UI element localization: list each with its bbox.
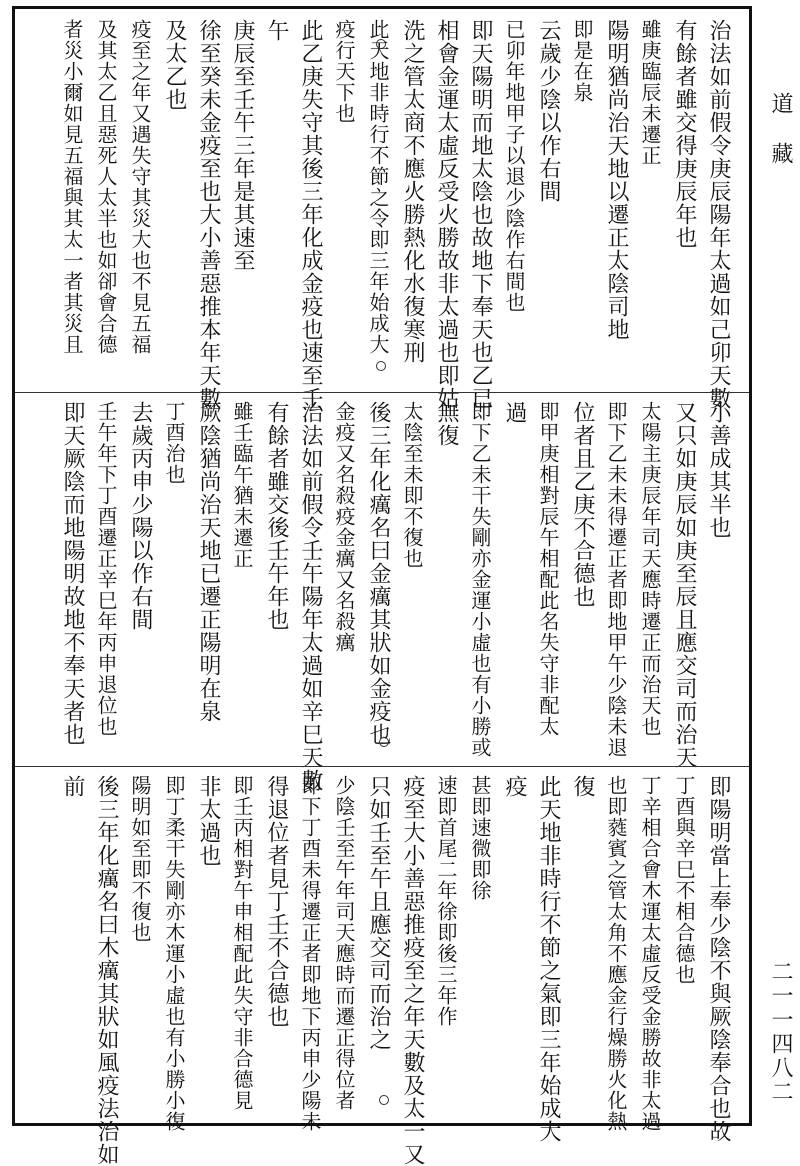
text-column: 即天厥陰而地陽明故地不奉天者也 [60, 401, 85, 746]
text-column: 有餘者雖交得庚辰年也 [672, 19, 697, 249]
text-column: 後三年化癘名曰木癘其狀如風疫法治如 [94, 775, 119, 1166]
text-column: 雖壬臨午猶未遷正 [230, 401, 254, 569]
text-column: 此天地非時行不節之令即三年始成大 [366, 19, 390, 355]
text-column: 即下乙未干失剛亦金運小虛也有小勝或 [468, 401, 492, 758]
text-column: 疫至之年又遇失守其災大也不見五福 [128, 19, 152, 355]
text-column: 已卯年地甲子以退少陰作右間也 [502, 19, 526, 313]
text-column: 疫至大小善惡推疫至之年天數及太一又 [400, 775, 425, 1166]
text-column: 庚辰至壬午三年是其速至 [230, 19, 255, 272]
text-column: 壬午年下丁酉遷正辛巳年丙申退位也 [94, 401, 118, 737]
text-column: 即下丁酉未得遷正者即地下丙申少陽未 [298, 775, 322, 1132]
text-column: 陽明如至即不復也 [128, 775, 152, 943]
text-column: 少陰壬至午年司天應時而遷正得位者 [332, 775, 356, 1111]
text-column: 徐至癸未金疫至也大小善惡推本年天數 [196, 19, 221, 410]
text-column: 又只如庚辰如庚至辰且應交司而治天 [672, 401, 697, 769]
text-column: 即是在泉 [570, 19, 594, 103]
text-column: 小善成其半也 [706, 401, 731, 539]
text-column: 也即蕤賓之管太角不應金行燥勝火化熱 [604, 775, 628, 1132]
text-column: 即陽明當上奉少陰不與厥陰奉合也故 [706, 775, 731, 1143]
text-panel-bottom [15, 775, 749, 1166]
text-column: 金疫又名殺疫金癘又名殺癘 [332, 401, 356, 653]
text-column: 即壬丙相對午申相配此失守非合德見 [230, 775, 254, 1111]
text-column: 得退位者見丁壬不合德也 [264, 775, 289, 1028]
collection-title: 道藏 [768, 92, 793, 192]
text-column: 速即首尾二年徐即後三年作 [434, 775, 458, 1027]
panel-divider [15, 392, 749, 393]
text-column: 非太過也 [196, 775, 221, 867]
punctuation-circle [379, 737, 389, 747]
text-column: 厥陰猶尚治天地已遷正陽明在泉 [196, 401, 221, 723]
text-column: 此乙庚失守其後三年化成金疫也速至壬 [298, 19, 323, 410]
page-frame [12, 6, 752, 1166]
text-column: 洗之管太商不應火勝熱化水復寒刑 [400, 19, 425, 364]
text-column: 及太乙也 [162, 19, 187, 111]
text-column: 即丁柔干失剛亦木運小虛也有小勝小復 [162, 775, 186, 1132]
text-column: 丁酉治也 [162, 401, 186, 485]
text-column: 丁辛相合會木運太虛反受金勝故非太過 [638, 775, 662, 1132]
text-column: 後三年化癘名曰金癘其狀如金疫也 [366, 401, 391, 746]
text-column: 即天陽明而地太陰也故地下奉天也乙已 [468, 19, 493, 410]
punctuation-circle [376, 361, 386, 371]
text-column: 相會金運太虛反受火勝故非太過也即姑 [434, 19, 459, 410]
text-column: 者災小爾如見五福與其太一者其災且 [60, 19, 84, 355]
text-column: 云歲少陰以作右間 [536, 19, 561, 203]
text-column: 陽明猶尚治天地以遷正太陰司地 [604, 19, 629, 341]
text-column: 疫 [502, 775, 527, 798]
text-panel-top [15, 19, 749, 410]
text-column: 及其太乙且惡死人太半也如卻會合德 [94, 19, 118, 355]
text-column: 治法如前假令壬午陽年太過如辛巳天數 [298, 401, 323, 792]
text-column: 治法如前假令庚辰陽年太過如己卯天數 [706, 19, 731, 410]
text-column: 丁酉與辛巳不相合德也 [672, 775, 696, 985]
text-panel-middle [15, 401, 749, 792]
punctuation-circle [376, 39, 386, 49]
text-column: 過 [502, 401, 527, 424]
text-column: 疫行天下也 [332, 19, 356, 124]
text-column: 雖庚臨辰未遷正 [638, 19, 662, 166]
text-column: 太陽主庚辰年司天應時遷正而治天也 [638, 401, 662, 737]
page-number: 二一一四八二 [768, 960, 793, 1104]
text-column: 只如壬至午且應交司而治之 [366, 775, 391, 1051]
text-column: 無復 [434, 401, 459, 447]
text-column: 位者且乙庚不合德也 [570, 401, 595, 608]
text-column: 前 [60, 775, 85, 798]
text-column: 去歲丙申少陽以作右間 [128, 401, 153, 631]
text-column: 午 [264, 19, 289, 42]
text-column: 甚即速微即徐 [468, 775, 492, 901]
panel-divider [15, 766, 749, 767]
text-column: 此天地非時行不節之氣即三年始成大 [536, 775, 561, 1143]
punctuation-circle [379, 1095, 389, 1105]
text-column: 有餘者雖交後壬午年也 [264, 401, 289, 631]
text-column: 即甲庚相對辰午相配此名失守非配太 [536, 401, 560, 737]
text-column: 即下乙未未得遷正者即地甲午少陰未退 [604, 401, 628, 758]
text-column: 復 [570, 775, 595, 798]
text-column: 太陰至未即不復也 [400, 401, 424, 569]
